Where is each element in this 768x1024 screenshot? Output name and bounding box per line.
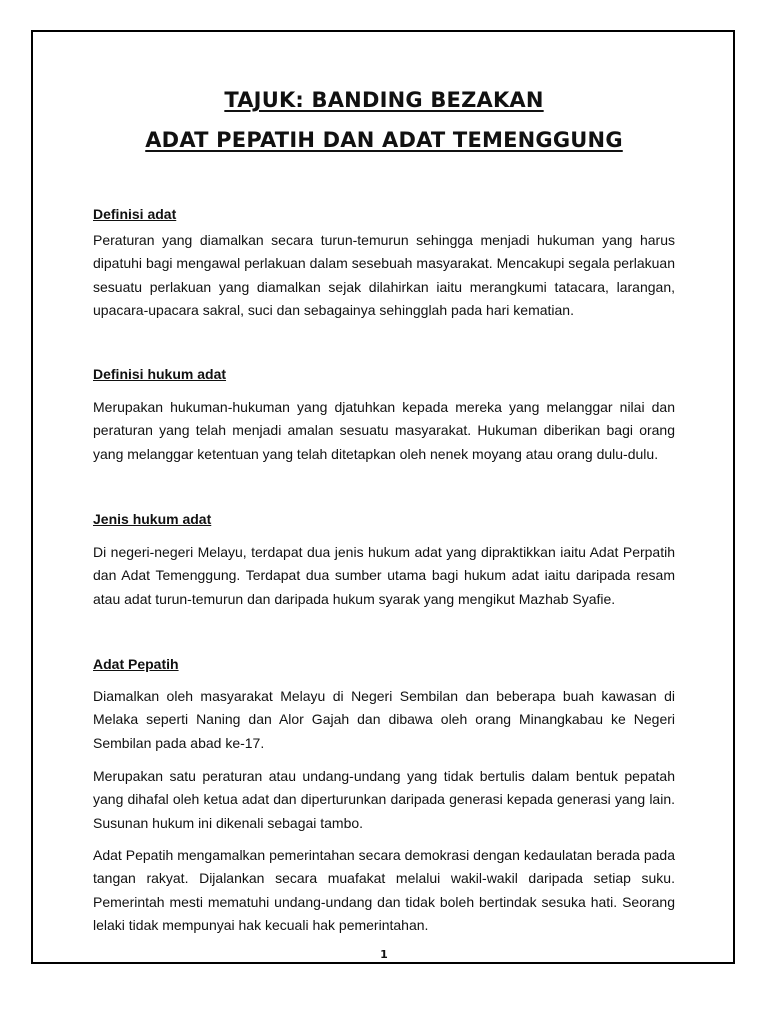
paragraph-adat-pepatih-2: Merupakan satu peraturan atau undang-undang yang tidak bertulis dalam bentuk pepatah yang dihafal oleh ketua adat dan diperturunkan daripada generasi kepada generasi yang lain. Susunan hukum ini dikenali sebagai tambo. (93, 768, 675, 831)
paragraph-definisi-hukum-adat: Merupakan hukuman-hukuman yang djatuhkan kepada mereka yang melanggar nilai dan peraturan yang telah menjadi amalan sesuatu masyarakat. Hukuman diberikan bagi orang yang melanggar ketentuan yang telah ditetapkan oleh nenek moyang atau orang dulu-dulu. (93, 399, 675, 462)
heading-definisi-hukum-adat: Definisi hukum adat (93, 366, 227, 382)
paragraph-adat-pepatih-1: Diamalkan oleh masyarakat Melayu di Negeri Sembilan dan beberapa buah kawasan di Melaka seperti Naning dan Alor Gajah dan dibawa oleh orang Minangkabau ke Negeri Sembilan pada abad ke-17. (93, 688, 675, 751)
paragraph-adat-pepatih-3: Adat Pepatih mengamalkan pemerintahan secara demokrasi dengan kedaulatan berada pada tangan rakyat. Dijalankan secara muafakat melalui wakil-wakil daripada setiap suku. Pemerintah mesti mematuhi undang-undang dan tidak boleh bertindak sesuka hati. Seorang lelaki tidak mempunyai hak kecuali hak pemerintahan. (93, 847, 675, 933)
document-subtitle: ADAT PEPATIH DAN ADAT TEMENGGUNG (145, 128, 623, 152)
page-number: 1 (380, 948, 388, 961)
heading-jenis-hukum-adat: Jenis hukum adat (93, 511, 212, 527)
paragraph-definisi-adat: Peraturan yang diamalkan secara turun-temurun sehingga menjadi hukuman yang harus dipatuhi bagi mengawal perlakuan dalam sesebuah masyarakat. Mencakupi segala perlakuan sesuatu perlakuan yang diamalkan sejak dilahirkan iaitu merangkumi tatacara, larangan, upacara-upacara sakral, suci dan sebagainya sehingglah pada hari kematian. (93, 232, 675, 318)
document-title: TAJUK: BANDING BEZAKAN (224, 88, 544, 112)
heading-definisi-adat: Definisi adat (93, 206, 177, 222)
paragraph-jenis-hukum-adat: Di negeri-negeri Melayu, terdapat dua jenis hukum adat yang dipraktikkan iaitu Adat Perpatih dan Adat Temenggung. Terdapat dua sumber utama bagi hukum adat iaitu daripada resam atau adat turun-temurun dan daripada hukum syarak yang mengikut Mazhab Syafie. (93, 544, 675, 607)
heading-adat-pepatih: Adat Pepatih (93, 656, 179, 672)
